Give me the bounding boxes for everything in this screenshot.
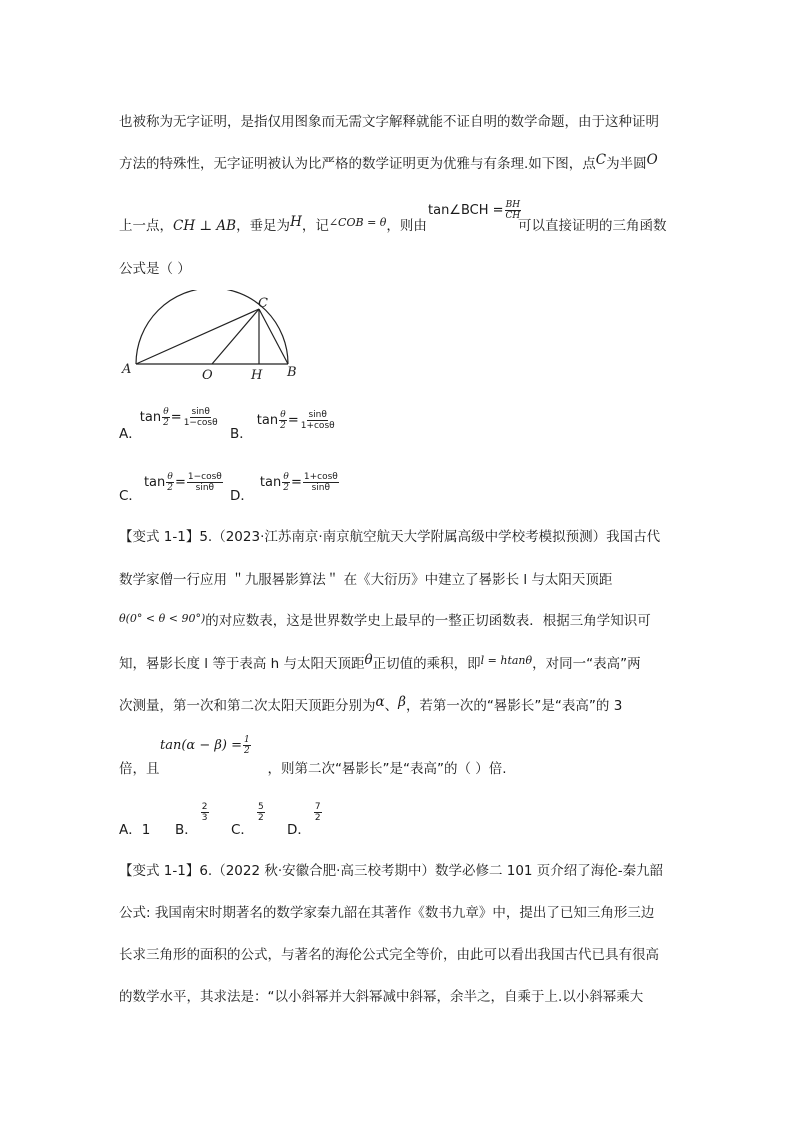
p5-line4: 知，晷影长度 l 等于表高 h 与太阳天顶距θ正切值的乘积，即$^{l = htan\theta}$，对同一“表高”两: [119, 652, 641, 672]
chord-AC: [136, 309, 259, 364]
label-O: O: [202, 368, 213, 380]
p6-line3: 长求三角形的面积的公式，与著名的海伦公式完全等价，由此可以看出我国古代已具有很高: [119, 947, 659, 963]
p5-line2: 数学家僧一行应用 ＂九服晷影算法＂ 在《大衍历》中建立了晷影长 l 与太阳天顶距: [119, 572, 613, 588]
radius-OC: [212, 309, 259, 364]
label-B: B: [287, 365, 297, 380]
label-C: C: [258, 296, 268, 311]
p5-option-a[interactable]: A．1: [119, 822, 151, 838]
p5-line5: 次测量，第一次和第二次太阳天顶距分别为α、β，若第一次的“晷影长”是“表高”的 3: [119, 694, 623, 714]
p4-option-b[interactable]: B． tan $\frac{\theta}{2}$ = $\frac{\sin\theta}{1+\cos\theta}$: [230, 410, 335, 442]
p5-option-d[interactable]: D． $\frac{7}{2}$: [287, 801, 321, 838]
p6-line2: 公式: 我国南宋时期著名的数学家秦九韶在其著作《数书九章》中，提出了已知三角形三边: [119, 905, 655, 921]
p4-line2: 方法的特殊性，无字证明被认为比严格的数学证明更为优雅与有条理.如下图，点C为半圆O: [119, 152, 658, 172]
label-H: H: [251, 368, 263, 380]
p6-line1: 【变式 1-1】6.（2022 秋·安徽合肥·高三校考期中）数学必修二 101 页介绍了海伦-秦九韶: [119, 863, 664, 879]
tan-alpha-beta-formula: tan(α − β) = $\frac{1}{2}$: [160, 735, 250, 756]
p4-option-a[interactable]: A． tan $\frac{\theta}{2}$ = $\frac{\sin\theta}{1-\cos\theta}$: [119, 407, 218, 442]
p5-option-b[interactable]: B． $\frac{2}{3}$: [175, 801, 208, 838]
p5-line3: $^{\theta(0^\circ < \theta < 90^\circ)}$的对应数表，这是世界数学史上最早的一整正切函数表．根据三角学知识可: [119, 612, 651, 629]
p5-option-c[interactable]: C． $\frac{5}{2}$: [231, 801, 264, 838]
p6-line4: 的数学水平，其求法是：“以小斜幂并大斜幂减中斜幂，余半之，自乘于上.以小斜幂乘大: [119, 989, 644, 1005]
p4-line3-tail: 可以直接证明的三角函数: [518, 218, 667, 234]
p4-option-d[interactable]: D． tan $\frac{\theta}{2}$ = $\frac{1+\cos\theta}{\sin\theta}$: [230, 472, 338, 504]
semicircle-figure: [119, 290, 319, 380]
p4-line1: 也被称为无字证明，是指仅用图象而无需文字解释就能不证自明的数学命题，由于这种证明: [119, 114, 659, 130]
p4-line4: 公式是（ ）: [119, 261, 191, 277]
tan-bch-formula: tan∠BCH = $\frac{BH}{CH}$: [428, 200, 521, 221]
p4-line3: 上一点，CH ⊥ AB，垂足为H，记$^{\angle COB = \theta}$，则由: [119, 214, 427, 234]
p4-option-c[interactable]: C． tan $\frac{\theta}{2}$ = $\frac{1-\cos\theta}{\sin\theta}$: [119, 472, 222, 504]
p5-line1: 【变式 1-1】5.（2023·江苏南京·南京航空航天大学附属高级中学校考模拟预测）我国古代: [119, 529, 661, 545]
label-A: A: [122, 362, 132, 377]
p5-line6: 倍，且 ，则第二次“晷影长”是“表高”的（ ）倍.: [119, 761, 507, 777]
